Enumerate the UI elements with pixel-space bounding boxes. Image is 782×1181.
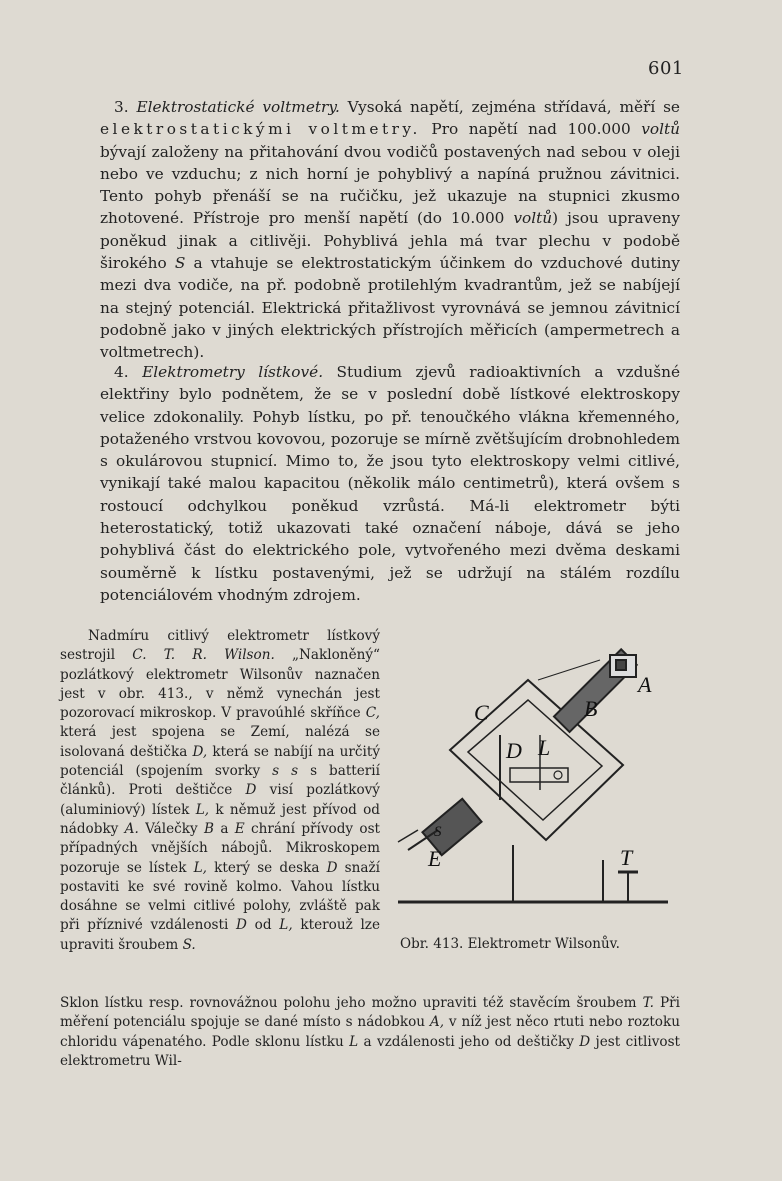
section-4-title: Elektrometry lístkové. — [142, 363, 324, 381]
section-4-paragraph: 4. Elektrometry lístkové. Studium zjevů radioaktivních a vzdušné elektřiny bylo podnětem, že se v poslední době lístkové elektroskopy velice zdokonalily. Pohyb lístku, po př. tenoučkého vlákna křemenného, potaženého vrstvou kovovou, pozoruje se mírně zvětšujícím drobnohledem s okulárovou stupnicí. Mimo to, že jsou tyto elektroskopy velmi citlivé, vynikají také malou kapacitou (několik málo centimetrů), která ovšem s rostoucí odchylkou poněkud vzrůstá. Má-li elektrometr býti heterostatický, totiž ukazovati také označení náboje, dává se jeho pohyblivá část do elektrického pole, vytvořeného mezi dvěma deskami souměrně k lístku postavenými, jež se udržují na stálém rozdílu potenciálovém vhodným zdrojem. — [100, 363, 680, 604]
label-B: B — [584, 696, 598, 721]
section-3-number: 3. — [114, 98, 129, 116]
section-4-number: 4. — [114, 363, 129, 381]
page-number: 601 — [648, 58, 684, 79]
figure-caption: Obr. 413. Elektrometr Wilsonův. — [400, 936, 620, 952]
label-D: D — [506, 738, 522, 763]
section-3-title: Elektrostatické voltmetry. — [136, 98, 340, 116]
label-E: E — [428, 846, 442, 871]
label-S: S — [434, 824, 442, 840]
continuation-paragraph: Sklon lístku resp. rovnovážnou polohu jeho možno upraviti též stavěcím šroubem T. Při měření potenciálu spojuje se dané místo s nádobkou A, v níž jest něco rtuti nebo roztoku chloridu vápenatého. Podle sklonu lístku L a vzdálenosti jeho od deštičky D jest citlivost elektrometru Wil- — [60, 995, 681, 1069]
label-L: L — [538, 735, 551, 760]
label-A: A — [638, 672, 652, 697]
emphasis-spaced: elektrostatickými voltmetry. — [100, 120, 421, 139]
section-3-paragraph: 3. Elektrostatické voltmetry. Vysoká napětí, zejména střídavá, měří se elektrostatickými voltmetry. Pro napětí nad 100.000 voltů bývají založeny na přitahování dvou vodičů postavených nad sebou v oleji nebo ve vzduchu; z nich horní je pohyblivý a napíná pružnou závitnici. Tento pohyb přenáší se na ručičku, jež ukazuje na stupnici zkusmo zhotovené. Přístroje pro menší napětí (do 10.000 voltů) jsou upraveny poněkud jinak a citlivěji. Pohyblivá jehla má tvar plechu v podobě širokého S a vtahuje se elektrostatickým účinkem do vzduchové dutiny mezi dva vodiče, na př. podobně protilehlým kvadrantům, jež se nabíjejí na stejný potenciál. Elektrická přitažlivost vyrovnává se jemnou závitnicí podobně jako v jiných elektrických přístrojích měřicích (ampermetrech a voltmetrech). — [100, 98, 680, 362]
label-C: C — [474, 700, 489, 725]
wilson-paragraph: Nadmíru citlivý elektrometr lístkový sestrojil C. T. R. Wilson. „Nakloněný“ pozlátkový elektrometr Wilsonův naznačen jest v obr. 413., v němž vynechán jest pozorovací mikroskop. V pravoúhlé skříňce C, která jest spojena se Zemí, nalézá se isolovaná deštička D, která se nabíjí na určitý potenciál (spojením svorky s s s batterií článků). Proti deštičce D visí pozlátkový (aluminiový) lístek L, k němuž jest přívod od nádobky A. Válečky B a E chrání přívody ost případných vnějších nábojů. Mikroskopem pozoruje se lístek L, který se deska D snaží postaviti ke své rovině kolmo. Vahou lístku dosáhne se velmi citlivé polohy, zvláště pak při příznivé vzdálenosti D od L, kterouž lze upraviti šroubem S. — [60, 628, 381, 953]
electrometer-diagram — [388, 640, 678, 930]
label-T: T — [620, 845, 633, 870]
